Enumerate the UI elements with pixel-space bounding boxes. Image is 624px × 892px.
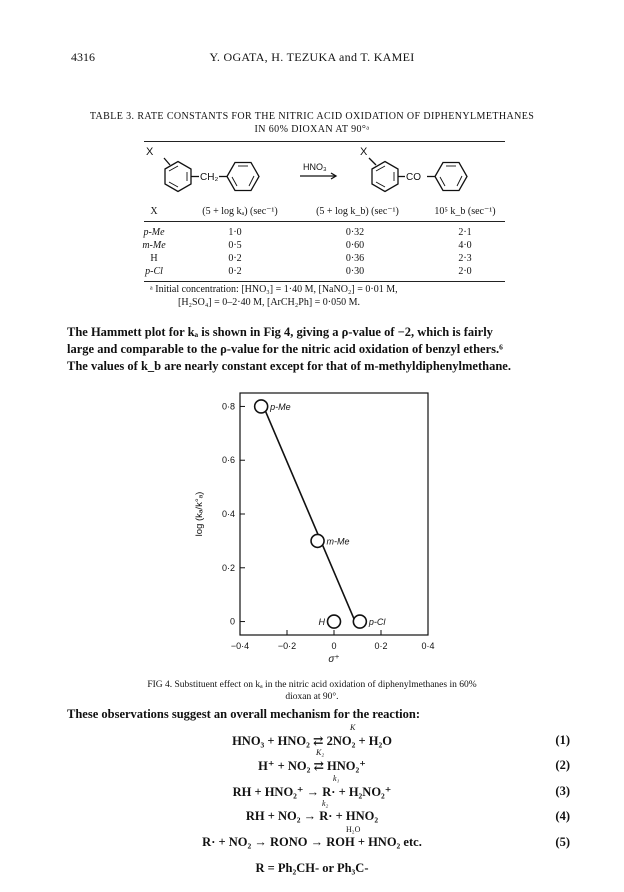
table-row: H — [150, 253, 158, 264]
data-point — [328, 615, 341, 628]
hammett-fit-line — [261, 401, 355, 621]
table-cell: 0·60 — [345, 240, 365, 251]
page-number: 4316 — [71, 50, 95, 64]
table-cell: 1·0 — [228, 227, 242, 238]
x-tick-label: −0·2 — [277, 641, 297, 651]
table-cell: 0·36 — [345, 253, 365, 264]
equation-number: (3) — [555, 784, 570, 798]
ch2-group: CH₂ — [200, 172, 219, 183]
table-cell: 4·0 — [458, 240, 472, 251]
hammett-plot — [150, 385, 480, 675]
table-footnote: ᵃ Initial concentration: [HNO₃] = 1·40 M, [NaNO₂] = 0·01 M, — [150, 284, 398, 295]
table-row: p-Me — [143, 227, 165, 238]
y-tick-label: 0·6 — [221, 455, 235, 466]
y-axis-label: log (kₐ/k°ₐ) — [194, 491, 205, 537]
data-point — [353, 615, 366, 628]
substituent-x-left: X — [146, 146, 154, 158]
x-tick-label: 0·2 — [374, 641, 388, 651]
col-header-log-kb: (5 + log k_b) (sec⁻¹) — [316, 206, 399, 217]
substituent-x-right: X — [360, 146, 368, 158]
x-tick-label: 0·4 — [421, 641, 435, 651]
plot-frame — [240, 393, 428, 635]
table-caption-conditions: IN 60% DIOXAN AT 90°ᵃ — [254, 124, 370, 135]
table-cell: 0·2 — [228, 266, 242, 277]
equation-number: (2) — [555, 758, 570, 772]
equation-5: R· + NO₂ → RONO → ROH + HNO₂ etc. — [202, 835, 422, 849]
table-cell: 0·5 — [228, 240, 242, 251]
y-tick-label: 0·2 — [221, 562, 235, 573]
equation-1: HNO₃ + HNO₂ ⇄ 2NO₂ + H₂O — [232, 734, 392, 748]
figure-caption: FIG 4. Substituent effect on kₐ in the nitric acid oxidation of diphenylmethanes in 60% — [147, 680, 477, 690]
equation-3-constant: k₁ — [333, 774, 340, 783]
col-header-log-ka: (5 + log kₐ) (sec⁻¹) — [202, 206, 278, 217]
data-point-label: p-Me — [270, 401, 291, 412]
equation-2-constant: K₂ — [316, 748, 325, 757]
table-cell: 0·2 — [228, 253, 242, 264]
reaction-scheme — [140, 143, 510, 207]
table-cell: 0·30 — [345, 266, 365, 277]
reagent-label: HNO₃ — [303, 162, 327, 172]
body-paragraph: The Hammett plot for kₐ is shown in Fig 4, giving a ρ-value of −2, which is fairly large and comparable to the ρ-value for the nitric acid oxidation of benzyl ethers.⁶ The values of k_b are nearly constant except for that of m-methyldiphenylmethane. — [67, 325, 511, 373]
equation-number: (4) — [555, 809, 570, 823]
table-cell: 0·32 — [345, 227, 365, 238]
table-header-rule — [144, 221, 505, 222]
data-point-label: m-Me — [326, 536, 350, 547]
y-tick-label: 0·4 — [221, 509, 235, 519]
x-tick-label: 0 — [331, 641, 337, 651]
col-header-kb: 10⁵ k_b (sec⁻¹) — [434, 206, 496, 217]
equation-3: RH + HNO₂⁺ → R· + H₂NO₂⁺ — [232, 785, 392, 799]
table-footnote-continued: [H₂SO₄] = 0–2·40 M, [ArCH₂Ph] = 0·050 M. — [178, 297, 361, 308]
table-caption: TABLE 3. RATE CONSTANTS FOR THE NITRIC ACID OXIDATION OF DIPHENYLMETHANES — [89, 111, 535, 122]
equation-2: H⁺ + NO₂ ⇄ HNO₂⁺ — [258, 759, 366, 773]
data-point-label: H — [318, 617, 325, 628]
table-top-rule — [144, 141, 505, 142]
table-bottom-rule — [144, 281, 505, 282]
data-point — [255, 400, 268, 413]
table-cell: 2·0 — [458, 266, 472, 277]
equation-number: (1) — [555, 733, 570, 747]
table-row: p-Cl — [145, 266, 163, 277]
table-cell: 2·3 — [458, 253, 472, 264]
table-row: m-Me — [142, 240, 166, 251]
data-point-label: p-Cl — [368, 617, 386, 628]
running-header: Y. OGATA, H. TEZUKA and T. KAMEI — [209, 50, 415, 64]
x-axis-label: σ⁺ — [328, 654, 340, 665]
equation-1-constant: K — [350, 723, 356, 732]
body-paragraph-mechanism: These observations suggest an overall mechanism for the reaction: — [67, 707, 420, 721]
equation-5-condition: H₂O — [346, 825, 361, 834]
x-tick-label: −0·4 — [230, 641, 250, 651]
co-group: CO — [406, 172, 421, 183]
r-definition: R = Ph₂CH- or Ph₃C- — [255, 861, 369, 875]
figure-caption-continued: dioxan at 90°. — [285, 692, 339, 702]
table-cell: 2·1 — [458, 227, 472, 238]
equation-4: RH + NO₂ → R· + HNO₂ — [245, 809, 379, 823]
y-tick-label: 0 — [229, 616, 235, 627]
equation-4-constant: k₂ — [322, 799, 329, 808]
data-point — [311, 534, 324, 547]
y-tick-label: 0·8 — [221, 401, 235, 412]
equation-number: (5) — [555, 835, 570, 849]
col-header-x: X — [150, 206, 158, 217]
